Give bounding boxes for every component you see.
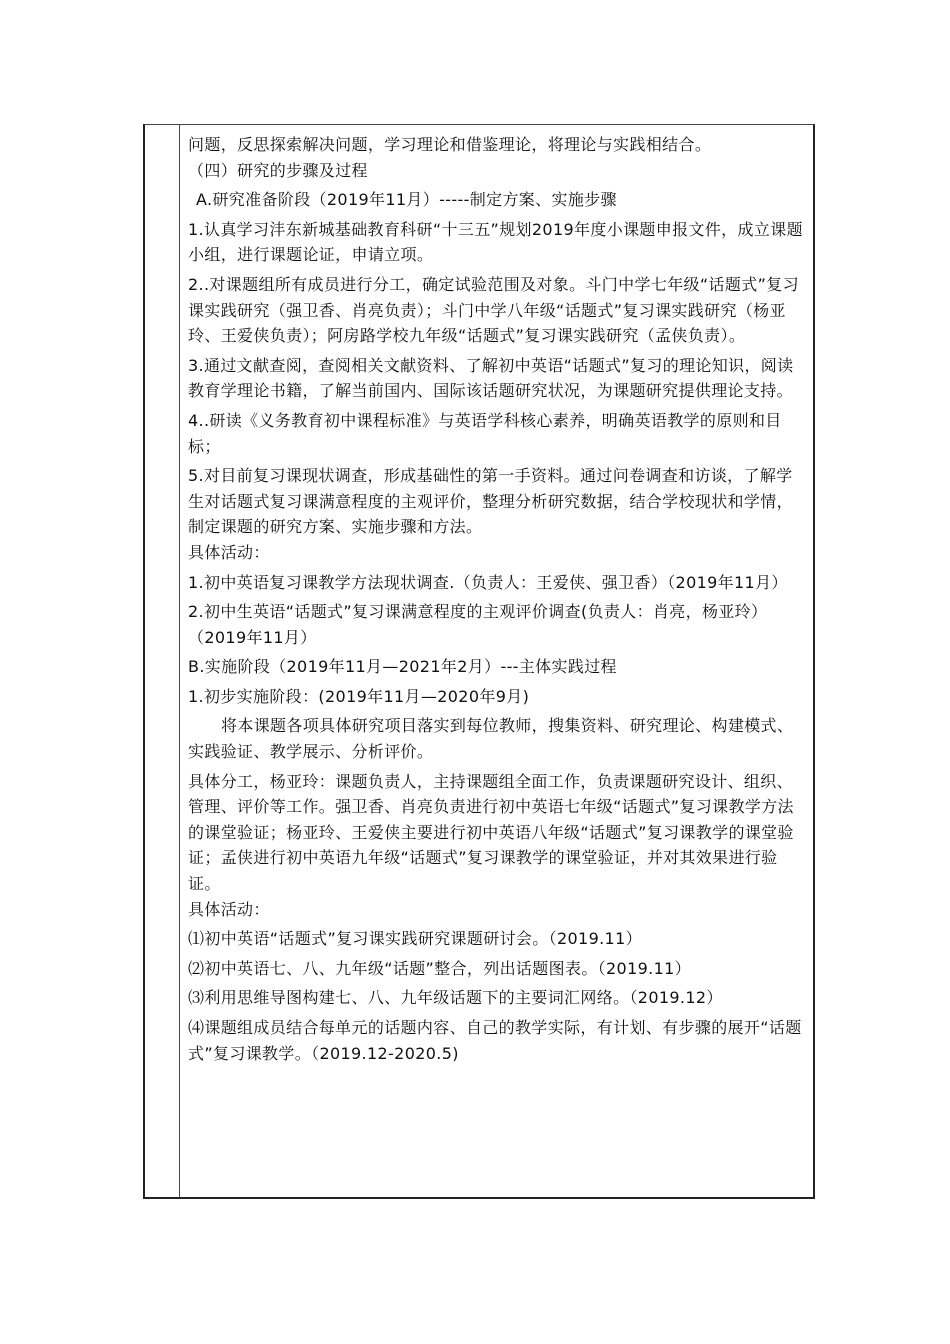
paragraph: 2..对课题组所有成员进行分工，确定试验范围及对象。斗门中学七年级“话题式”复习课实践研究（强卫香、肖亮负责）；斗门中学八年级“话题式”复习课实践研究（杨亚玲、王爱侠负责）；阿房路学校九年级“话题式”复习课实践研究（孟侠负责）。 (188, 274, 799, 346)
list-item: 1.初中英语复习课教学方法现状调查.（负责人：王爱侠、强卫香）（2019年11月） (188, 572, 788, 592)
paragraph: 3.通过文献查阅，查阅相关文献资料、了解初中英语“话题式”复习的理论知识，阅读教育学理论书籍，了解当前国内、国际该话题研究状况，为课题研究提供理论支持。 (188, 355, 794, 401)
sub-stage-heading: 1.初步实施阶段：(2019年11月—2020年9月) (188, 686, 530, 706)
paragraph: 具体分工，杨亚玲：课题负责人，主持课题组全面工作，负责课题研究设计、组织、管理、评价等工作。强卫香、肖亮负责进行初中英语七年级“话题式”复习课教学方法的课堂验证；杨亚玲、王爱侠主要进行初中英语八年级“话题式”复习课教学的课堂验证；孟侠进行初中英语九年级“话题式”复习课教学的课堂验证，并对其效果进行验证。 (188, 771, 794, 894)
paragraph: 问题，反思探索解决问题，学习理论和借鉴理论，将理论与实践相结合。 (188, 135, 712, 154)
stage-heading: A.研究准备阶段（2019年11月）-----制定方案、实施步骤 (196, 190, 617, 210)
paragraph: 4..研读《义务教育初中课程标准》与英语学科核心素养，明确英语教学的原则和目标； (188, 410, 782, 456)
activities-heading: 具体活动： (188, 542, 270, 562)
table-cell-content (188, 132, 804, 1066)
list-item: 2.初中生英语“话题式”复习课满意程度的主观评价调查(负责人：肖亮，杨亚玲）（2019年11月） (188, 602, 768, 647)
paragraph: 将本课题各项具体研究项目落实到每位教师，搜集资料、研究理论、构建模式、实践验证、教学展示、分析评价。 (188, 716, 794, 762)
paragraph: 1.认真学习沣东新城基础教育科研“十三五”规划2019年度小课题申报文件，成立课题小组，进行课题论证，申请立项。 (188, 219, 803, 265)
column-divider (179, 124, 180, 1198)
paragraph: 5.对目前复习课现状调查，形成基础性的第一手资料。通过问卷调查和访谈，了解学生对话题式复习课满意程度的主观评价，整理分析研究数据，结合学校现状和学情，制定课题的研究方案、实施步骤和方法。 (188, 466, 793, 537)
list-item: ⑶利用思维导图构建七、八、九年级话题下的主要词汇网络。（2019.12） (188, 988, 723, 1008)
list-item: ⑴初中英语“话题式”复习课实践研究课题研讨会。（2019.11） (188, 929, 642, 949)
stage-heading: B.实施阶段（2019年11月—2021年2月）---主体实践过程 (188, 657, 617, 677)
list-item: ⑷课题组成员结合每单元的话题内容、自己的教学实际，有计划、有步骤的展开“话题式”复习课教学。（2019.12-2020.5) (188, 1018, 802, 1063)
list-item: ⑵初中英语七、八、九年级“话题”整合，列出话题图表。（2019.11） (188, 958, 691, 978)
activities-heading: 具体活动： (188, 899, 270, 919)
section-heading: （四）研究的步骤及过程 (188, 160, 368, 180)
